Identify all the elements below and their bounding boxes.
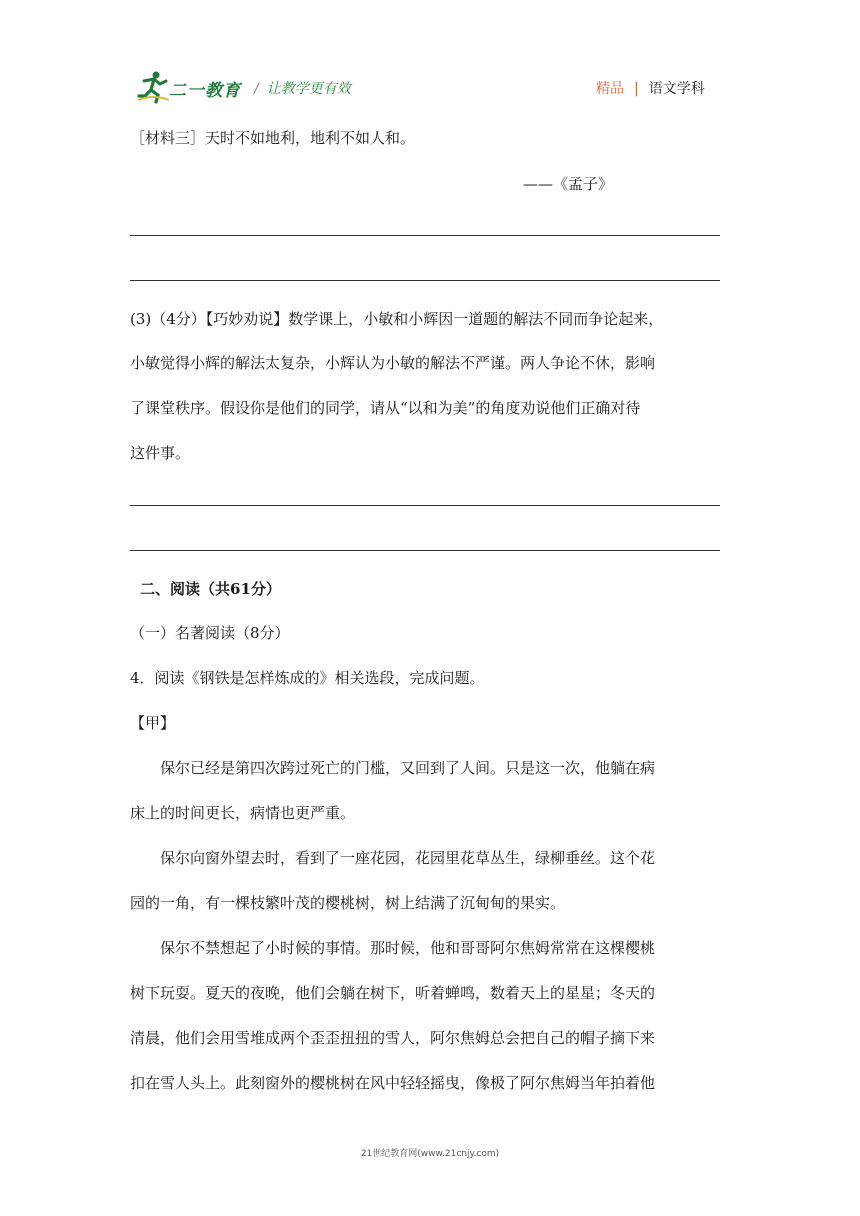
q3-line: 小敏觉得小辉的解法太复杂，小辉认为小敏的解法不严谨。两人争论不休，影响	[130, 354, 656, 372]
jingpin-label: 精品	[596, 81, 624, 97]
q3-line: 了课堂秩序。假设你是他们的同学，请从“以和为美”的角度劝说他们正确对待	[130, 399, 641, 417]
material3-text: ［材料三］天时不如地利，地利不如人和。	[130, 129, 416, 147]
slogan-text: 让教学更有效	[266, 81, 351, 97]
answer-line	[130, 550, 720, 551]
page-footer: 21世纪教育网(www.21cnjy.com)	[360, 1149, 500, 1159]
q3-line: (3)（4分）【巧妙劝说】数学课上，小敏和小辉因一道题的解法不同而争论起来，	[130, 310, 664, 328]
question-4: 4．阅读《钢铁是怎样炼成的》相关选段，完成问题。	[130, 669, 485, 687]
material3-source: ——《孟子》	[523, 175, 614, 193]
logo	[136, 70, 248, 106]
passage-line: 保尔向窗外望去时，看到了一座花园，花园里花草丛生，绿柳垂丝。这个花	[160, 849, 656, 867]
passage-line: 保尔不禁想起了小时候的事情。那时候，他和哥哥阿尔焦姆常常在这棵樱桃	[160, 939, 656, 957]
answer-line	[130, 280, 720, 281]
section-title: 二、阅读（共61分）	[140, 580, 281, 598]
passage-line: 园的一角，有一棵枝繁叶茂的樱桃树，树上结满了沉甸甸的果实。	[130, 894, 566, 912]
passage-line: 保尔已经是第四次跨过死亡的门槛，又回到了人间。只是这一次，他躺在病	[160, 759, 656, 777]
subsection-title: （一）名著阅读（8分）	[130, 624, 290, 642]
passage-line: 扣在雪人头上。此刻窗外的樱桃树在风中轻轻摇曳，像极了阿尔焦姆当年拍着他	[130, 1074, 656, 1092]
answer-line	[130, 235, 720, 236]
answer-line	[130, 505, 720, 506]
passage-line: 树下玩耍。夏天的夜晚，他们会躺在树下，听着蝉鸣，数着天上的星星；冬天的	[130, 984, 656, 1002]
running-man-icon	[136, 70, 170, 104]
slogan: / 让教学更有效	[254, 81, 351, 97]
passage-line: 清晨，他们会用雪堆成两个歪歪扭扭的雪人，阿尔焦姆总会把自己的帽子摘下来	[130, 1029, 656, 1047]
header-right: 精品 | 语文学科	[596, 81, 705, 97]
subject-label: 语文学科	[648, 81, 705, 97]
passage-label: 【甲】	[130, 714, 176, 732]
passage-line: 床上的时间更长，病情也更严重。	[130, 804, 356, 822]
q3-line: 这件事。	[130, 444, 191, 462]
logo-text: 二一教育	[169, 81, 241, 101]
